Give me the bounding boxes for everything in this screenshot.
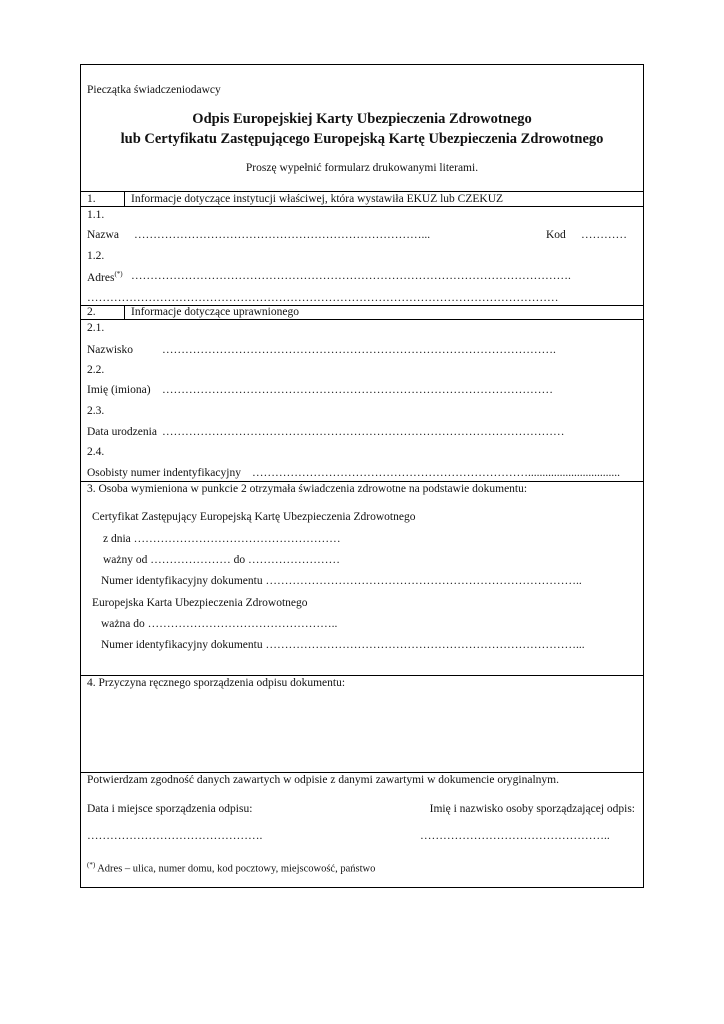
date-place-label: Data i miejsce sporządzenia odpisu: (87, 803, 253, 815)
card-docnum-field[interactable]: Numer identyfikacyjny dokumentu ………………………………………………………………………... (101, 639, 585, 651)
institution-code-field[interactable]: ………… (581, 229, 627, 241)
certificate-date-field[interactable]: z dnia ……………………………………………… (103, 533, 341, 545)
institution-code-label: Kod (546, 229, 566, 241)
form-frame (80, 64, 644, 888)
section4-heading: 4. Przyczyna ręcznego sporządzenia odpisu dokumentu: (87, 677, 346, 689)
field-2-2-number: 2.2. (87, 364, 105, 376)
address-label: Adres(*) (87, 270, 123, 284)
institution-name-label: Nazwa (87, 229, 119, 241)
footnote-mark: (*) (87, 861, 96, 869)
divider (81, 675, 643, 676)
divider (81, 481, 643, 482)
divider (81, 206, 643, 207)
address-footnote: (*) Adres – ulica, numer domu, kod pocztowy, miejscowość, państwo (87, 861, 376, 875)
certificate-docnum-field[interactable]: Numer identyfikacyjny dokumentu ……………………………………………………………………….. (101, 575, 582, 587)
person-name-label: Imię i nazwisko osoby sporządzającej odpis: (429, 803, 635, 815)
person-name-field[interactable]: ………………………………………….. (420, 830, 610, 842)
instruction-text: Proszę wypełnić formularz drukowanymi literami. (245, 162, 479, 174)
section1-title: Informacje dotyczące instytucji właściwej, która wystawiła EKUZ lub CZEKUZ (131, 193, 504, 205)
surname-label: Nazwisko (87, 344, 133, 356)
cell-divider (124, 191, 125, 206)
field-2-1-number: 2.1. (87, 322, 105, 334)
cell-divider (124, 305, 125, 319)
certificate-label: Certyfikat Zastępujący Europejską Kartę Ubezpieczenia Zdrowotnego (92, 511, 416, 523)
section2-title: Informacje dotyczące uprawnionego (131, 306, 299, 318)
section1-number: 1. (87, 193, 96, 205)
confirmation-text: Potwierdzam zgodność danych zawartych w odpisie z danymi zawartymi w dokumencie oryginalnym. (87, 774, 559, 786)
address-field-line1[interactable]: ……………………………………………………………………………………………………. (131, 270, 571, 282)
reason-textarea[interactable] (81, 693, 643, 771)
section3-heading: 3. Osoba wymieniona w punkcie 2 otrzymała świadczenia zdrowotne na podstawie dokumentu: (87, 483, 528, 495)
birthdate-field[interactable]: …………………………………………………………………………………………… (162, 426, 565, 438)
birthdate-label: Data urodzenia (87, 426, 157, 438)
section2-number: 2. (87, 306, 96, 318)
field-2-4-number: 2.4. (87, 446, 105, 458)
field-1-1-number: 1.1. (87, 209, 105, 221)
stamp-label: Pieczątka świadczeniodawcy (87, 84, 221, 96)
institution-name-field[interactable]: …………………………………………………………………... (134, 229, 431, 241)
address-field-line2[interactable]: …………………………………………………………………………………………………………… (87, 292, 559, 304)
personal-id-field[interactable]: ………………………………………………………………................................ (252, 467, 620, 479)
field-2-3-number: 2.3. (87, 405, 105, 417)
divider (81, 772, 643, 773)
field-1-2-number: 1.2. (87, 250, 105, 262)
surname-field[interactable]: …………………………………………………………………………………………. (162, 344, 556, 356)
divider (81, 191, 643, 192)
document-title-line1: Odpis Europejskiej Karty Ubezpieczenia Zdrowotnego (192, 111, 532, 127)
personal-id-label: Osobisty numer indentyfikacyjny (87, 467, 241, 479)
firstname-field[interactable]: ………………………………………………………………………………………… (162, 384, 553, 396)
firstname-label: Imię (imiona) (87, 384, 151, 396)
card-label: Europejska Karta Ubezpieczenia Zdrowotnego (92, 597, 308, 609)
address-footnote-mark: (*) (114, 270, 123, 278)
certificate-validity-field[interactable]: ważny od ………………… do …………………… (103, 554, 341, 566)
divider (81, 319, 643, 320)
document-title-line2: lub Certyfikatu Zastępującego Europejską Kartę Ubezpieczenia Zdrowotnego (120, 131, 604, 147)
card-validity-field[interactable]: ważna do ………………………………………….. (101, 618, 338, 630)
date-place-field[interactable]: ………………………………………. (87, 830, 263, 842)
